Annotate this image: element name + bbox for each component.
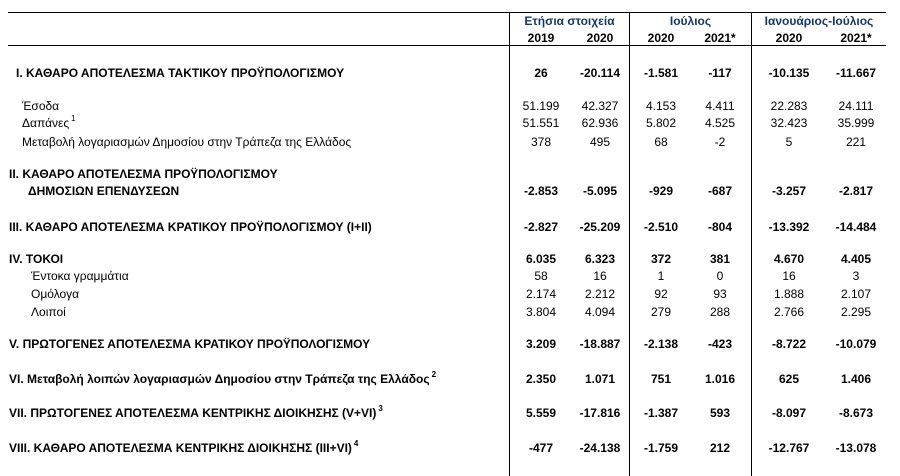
table-cell: 51.199 (522, 99, 560, 113)
table-cell: 58 (534, 269, 548, 283)
table-cell: 5.802 (645, 116, 677, 130)
table-cell: 24.111 (838, 99, 874, 113)
footnote-marker: 4 (353, 439, 359, 448)
table-cell: 3 (852, 269, 860, 283)
table-cell: 5.559 (525, 406, 557, 420)
table-cell: -10.135 (768, 66, 810, 80)
row-label (22, 116, 76, 130)
table-cell: 68 (654, 135, 668, 149)
table-cell: 288 (709, 305, 731, 319)
table-row (0, 269, 900, 285)
row-label-text: Έσοδα (22, 99, 60, 113)
table-cell: -2.510 (643, 220, 679, 234)
table-cell: 378 (530, 135, 552, 149)
table-cell: 2.766 (773, 305, 805, 319)
table-cell: -117 (708, 66, 732, 80)
row-label (22, 135, 351, 149)
row-label-text: ΔΗΜΟΣΙΩΝ ΕΠΕΝΔΥΣΕΩΝ (28, 184, 180, 198)
row-label-text: Ομόλογα (31, 287, 80, 301)
row-label-text: Ι. ΚΑΘΑΡΟ ΑΠΟΤΕΛΕΣΜΑ ΤΑΚΤΙΚΟΥ ΠΡΟΫΠΟΛΟΓΙΣΜΟΥ (16, 66, 345, 80)
year-header: 2020 (586, 31, 614, 45)
row-label (9, 372, 436, 386)
table-row (0, 167, 900, 183)
table-cell: -687 (707, 184, 733, 198)
row-label (9, 441, 358, 455)
row-label (16, 66, 344, 80)
table-cell: 4.094 (584, 305, 616, 319)
table-cell: -1.759 (643, 441, 679, 455)
table-row (0, 337, 900, 353)
footnote-marker: 3 (378, 404, 383, 413)
row-label (22, 99, 59, 113)
row-label (31, 287, 79, 301)
table-row (0, 372, 900, 388)
table-cell: -804 (707, 220, 733, 234)
row-label-text: Έντοκα γραμμάτια (31, 269, 129, 283)
table-cell: 279 (650, 305, 672, 319)
row-label-text: VΙ. Μεταβολή λοιπών λογαριασμών Δημοσίου στην Τράπεζα της Ελλάδος (9, 372, 430, 386)
year-header: 2020 (775, 31, 803, 45)
table-cell: 4.411 (705, 99, 735, 113)
group-header-july: Ιούλιος (669, 14, 712, 28)
row-label-text: ΙΙΙ. ΚΑΘΑΡΟ ΑΠΟΤΕΛΕΣΜΑ ΚΡΑΤΙΚΟΥ ΠΡΟΫΠΟΛΟΓΙΣΜΟΥ (Ι+ΙΙ) (9, 220, 372, 234)
table-cell: 0 (716, 269, 724, 283)
row-label-text: Δαπάνες (22, 116, 70, 130)
table-row (0, 99, 900, 115)
year-header: 2021* (704, 31, 736, 45)
table-cell: 1 (657, 269, 665, 283)
table-cell: -2.817 (838, 184, 874, 198)
table-cell: -3.257 (771, 184, 807, 198)
footnote-marker: 1 (71, 114, 76, 123)
table-row (0, 305, 900, 321)
table-cell: 2.174 (525, 287, 557, 301)
table-row (0, 116, 900, 132)
table-cell: 16 (782, 269, 796, 283)
row-label-text: ΙΙ. ΚΑΘΑΡΟ ΑΠΟΤΕΛΕΣΜΑ ΠΡΟΫΠΟΛΟΓΙΣΜΟΥ (9, 167, 278, 181)
table-cell: 22.283 (770, 99, 808, 113)
table-cell: -11.667 (835, 66, 877, 80)
table-cell: 62.936 (581, 116, 619, 130)
table-cell: 6.323 (584, 252, 616, 266)
row-label (28, 184, 179, 198)
table-cell: -2.853 (523, 184, 559, 198)
table-cell: -423 (707, 337, 733, 351)
row-label (31, 269, 129, 283)
table-cell: 625 (778, 372, 800, 386)
table-cell: 2.107 (840, 287, 872, 301)
row-label (31, 305, 66, 319)
table-cell: 212 (709, 441, 731, 455)
row-label (9, 406, 383, 420)
table-cell: -8.097 (771, 406, 807, 420)
table-row (0, 252, 900, 268)
table-cell: -14.484 (835, 220, 877, 234)
table-cell: -18.887 (579, 337, 621, 351)
table-cell: -13.078 (835, 441, 877, 455)
table-cell: 751 (650, 372, 672, 386)
table-cell: -2 (714, 135, 726, 149)
row-label-text: Λοιποί (31, 305, 66, 319)
header-bottom-rule (8, 45, 886, 46)
row-label-text: ΙV. ΤΟΚΟΙ (9, 252, 64, 266)
table-cell: 1.071 (584, 372, 616, 386)
row-label (9, 337, 370, 351)
table-cell: -13.392 (768, 220, 810, 234)
table-cell: 5 (785, 135, 793, 149)
row-label-text: VΙΙΙ. ΚΑΘΑΡΟ ΑΠΟΤΕΛΕΣΜΑ ΚΕΝΤΡΙΚΗΣ ΔΙΟΙΚΗΣΗΣ (ΙΙΙ+VΙ) (9, 441, 352, 455)
group-header-jan-july: Ιανουάριος-Ιούλιος (764, 14, 874, 28)
table-cell: 495 (589, 135, 611, 149)
table-cell: 2.295 (840, 305, 872, 319)
table-row (0, 287, 900, 303)
year-header: 2019 (527, 31, 555, 45)
table-cell: 4.153 (645, 99, 677, 113)
table-cell: -2.138 (643, 337, 679, 351)
table-cell: -24.138 (579, 441, 621, 455)
table-cell: 372 (650, 252, 672, 266)
table-cell: -12.767 (768, 441, 810, 455)
table-cell: 381 (709, 252, 731, 266)
table-cell: 4.670 (773, 252, 805, 266)
year-header: 2020 (647, 31, 675, 45)
table-cell: 93 (713, 287, 727, 301)
table-cell: 16 (593, 269, 607, 283)
row-label-text: Μεταβολή λογαριασμών Δημοσίου στην Τράπεζα της Ελλάδος (22, 135, 352, 149)
table-row (0, 406, 900, 422)
row-label (9, 252, 63, 266)
table-cell: -1.387 (643, 406, 679, 420)
row-label (9, 167, 278, 181)
table-cell: -17.816 (579, 406, 621, 420)
table-cell: 3.804 (525, 305, 557, 319)
table-row (0, 220, 900, 236)
table-cell: -1.581 (643, 66, 679, 80)
table-row (0, 135, 900, 151)
table-cell: 1.016 (704, 372, 736, 386)
row-label-text: VΙΙ. ΠΡΩΤΟΓΕΝΕΣ ΑΠΟΤΕΛΕΣΜΑ ΚΕΝΤΡΙΚΗΣ ΔΙΟΙΚΗΣΗΣ (V+VI) (9, 406, 377, 420)
table-cell: 6.035 (525, 252, 557, 266)
table-cell: 2.350 (525, 372, 557, 386)
table-cell: 92 (654, 287, 668, 301)
row-label (9, 220, 372, 234)
table-cell: -929 (648, 184, 674, 198)
row-label-text: V. ΠΡΩΤΟΓΕΝΕΣ ΑΠΟΤΕΛΕΣΜΑ ΚΡΑΤΙΚΟΥ ΠΡΟΫΠΟΛΟΓΙΣΜΟΥ (9, 337, 371, 351)
table-cell: 221 (845, 135, 867, 149)
table-cell: 1.888 (773, 287, 805, 301)
table-cell: 1.406 (840, 372, 872, 386)
table-cell: 2.212 (584, 287, 616, 301)
footnote-marker: 2 (431, 370, 437, 379)
table-row (0, 66, 900, 82)
table-cell: -8.673 (838, 406, 874, 420)
table-cell: -5.095 (582, 184, 618, 198)
table-cell: -8.722 (771, 337, 807, 351)
table-cell: 26 (534, 66, 548, 80)
table-cell: 32.423 (770, 116, 808, 130)
table-cell: 42.327 (581, 99, 619, 113)
table-cell: 4.525 (704, 116, 736, 130)
table-cell: 35.999 (837, 116, 875, 130)
table-row (0, 441, 900, 457)
table-cell: -10.079 (835, 337, 877, 351)
table-cell: 593 (709, 406, 731, 420)
table-cell: -2.827 (523, 220, 559, 234)
table-cell: -477 (528, 441, 554, 455)
year-header: 2021* (840, 31, 872, 45)
table-cell: 51.551 (522, 116, 560, 130)
table-cell: -20.114 (579, 66, 621, 80)
header-top-rule (8, 12, 886, 13)
table-row (0, 184, 900, 200)
table-cell: 3.209 (525, 337, 557, 351)
table-cell: 4.405 (840, 252, 872, 266)
table-cell: -25.209 (579, 220, 621, 234)
group-header-annual: Ετήσια στοιχεία (524, 14, 615, 28)
